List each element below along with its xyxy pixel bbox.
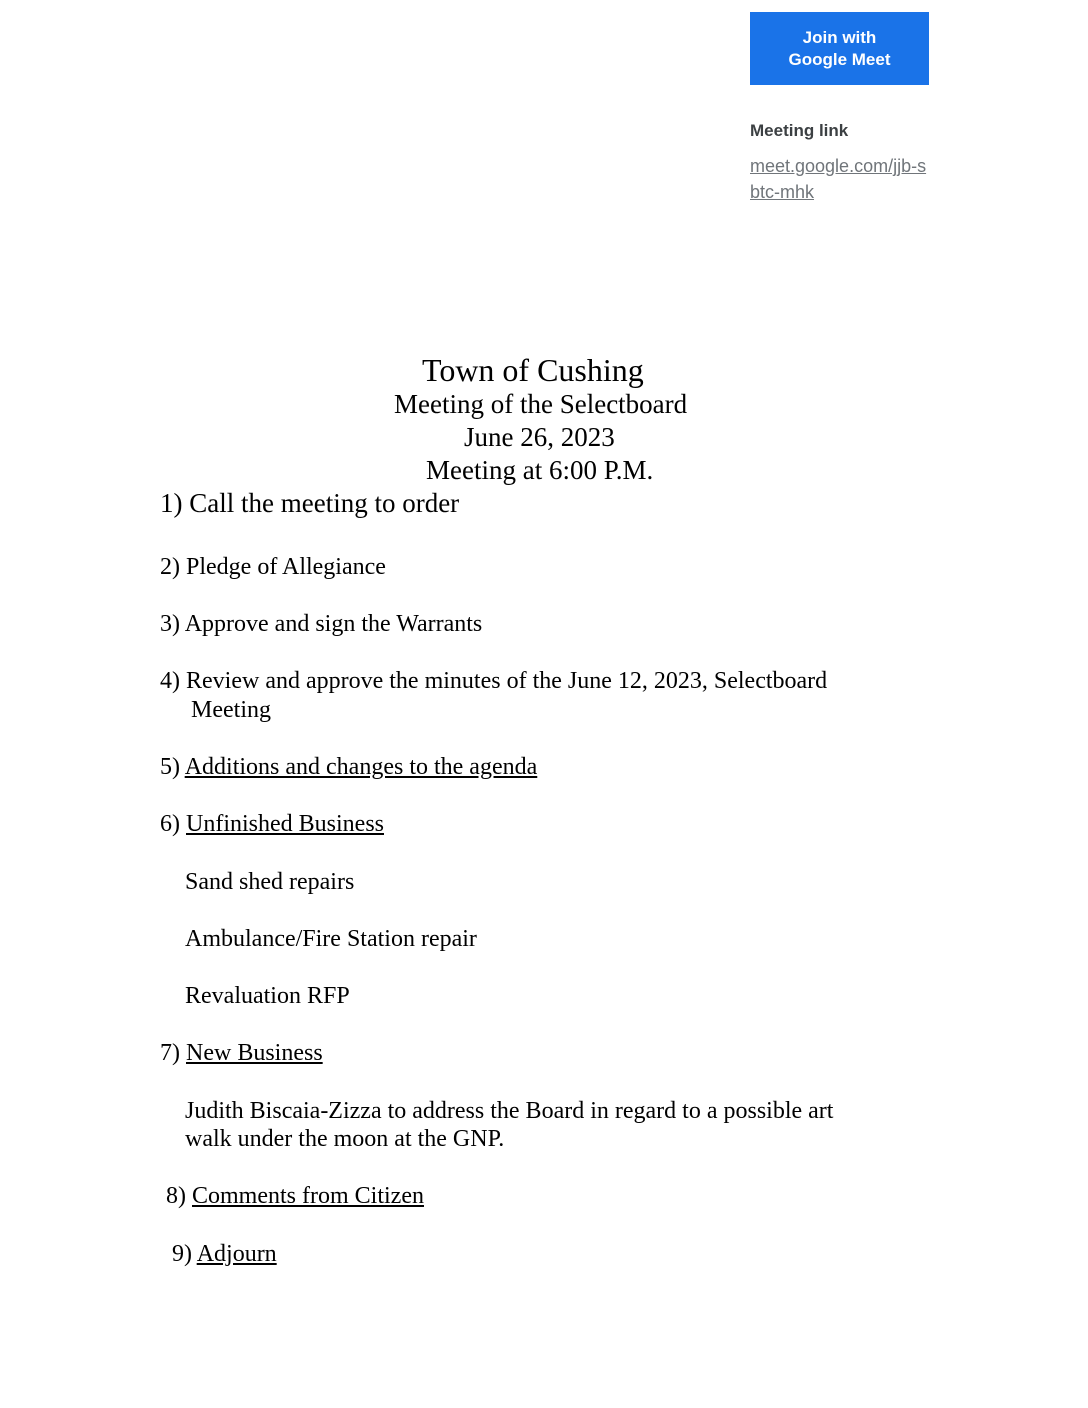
agenda-subitem-ambulance-fire: Ambulance/Fire Station repair <box>185 926 477 952</box>
agenda-item-text: Approve and sign the Warrants <box>184 611 483 637</box>
agenda-subitem-art-walk-continued: walk under the moon at the GNP. <box>185 1126 505 1152</box>
agenda-item-7 <box>160 1039 323 1068</box>
agenda-item-5 <box>160 753 537 782</box>
agenda-item-text: Pledge of Allegiance <box>186 554 386 580</box>
agenda-item-number: 8) <box>166 1183 186 1209</box>
meeting-date: June 26, 2023 <box>464 422 615 452</box>
agenda-item-9 <box>172 1240 277 1269</box>
agenda-item-number: 5) <box>160 754 180 780</box>
agenda-subitem-revaluation: Revaluation RFP <box>185 983 350 1009</box>
agenda-item-text: Call the meeting to order <box>189 488 460 518</box>
agenda-item-4-continued: Meeting <box>191 697 271 723</box>
meeting-link[interactable]: meet.google.com/jjb-sbtc-mhk <box>750 156 927 202</box>
join-button-line1: Join with <box>802 27 877 47</box>
agenda-item-text: New Business <box>186 1040 323 1066</box>
agenda-item-3 <box>160 610 482 639</box>
agenda-item-text: Review and approve the minutes of the June 12, 2023, Selectboard <box>186 668 828 694</box>
join-button-line2: Google Meet <box>788 49 891 69</box>
agenda-item-number: 6) <box>160 811 180 837</box>
document-title: Town of Cushing <box>422 352 644 388</box>
agenda-item-1 <box>160 489 459 518</box>
agenda-item-number: 4) <box>160 668 180 694</box>
agenda-item-number: 9) <box>172 1241 192 1267</box>
agenda-subitem-art-walk: Judith Biscaia-Zizza to address the Board in regard to a possible art <box>185 1098 834 1124</box>
agenda-item-number: 3) <box>160 611 180 637</box>
agenda-subitem-sand-shed: Sand shed repairs <box>185 869 355 895</box>
agenda-item-8 <box>166 1182 424 1211</box>
meeting-time: Meeting at 6:00 P.M. <box>426 455 654 485</box>
agenda-item-number: 7) <box>160 1040 180 1066</box>
document-subtitle: Meeting of the Selectboard <box>394 389 688 419</box>
join-google-meet-button[interactable] <box>750 12 929 85</box>
agenda-item-text: Adjourn <box>196 1241 277 1267</box>
agenda-item-text: Additions and changes to the agenda <box>184 754 538 780</box>
meeting-link-label: Meeting link <box>750 121 849 140</box>
agenda-item-number: 2) <box>160 554 180 580</box>
agenda-item-6 <box>160 810 384 839</box>
agenda-item-text: Unfinished Business <box>186 811 384 837</box>
agenda-item-2 <box>160 553 386 582</box>
agenda-item-text: Comments from Citizen <box>192 1183 424 1209</box>
agenda-item-number: 1) <box>160 488 183 518</box>
agenda-item-4 <box>160 667 827 696</box>
